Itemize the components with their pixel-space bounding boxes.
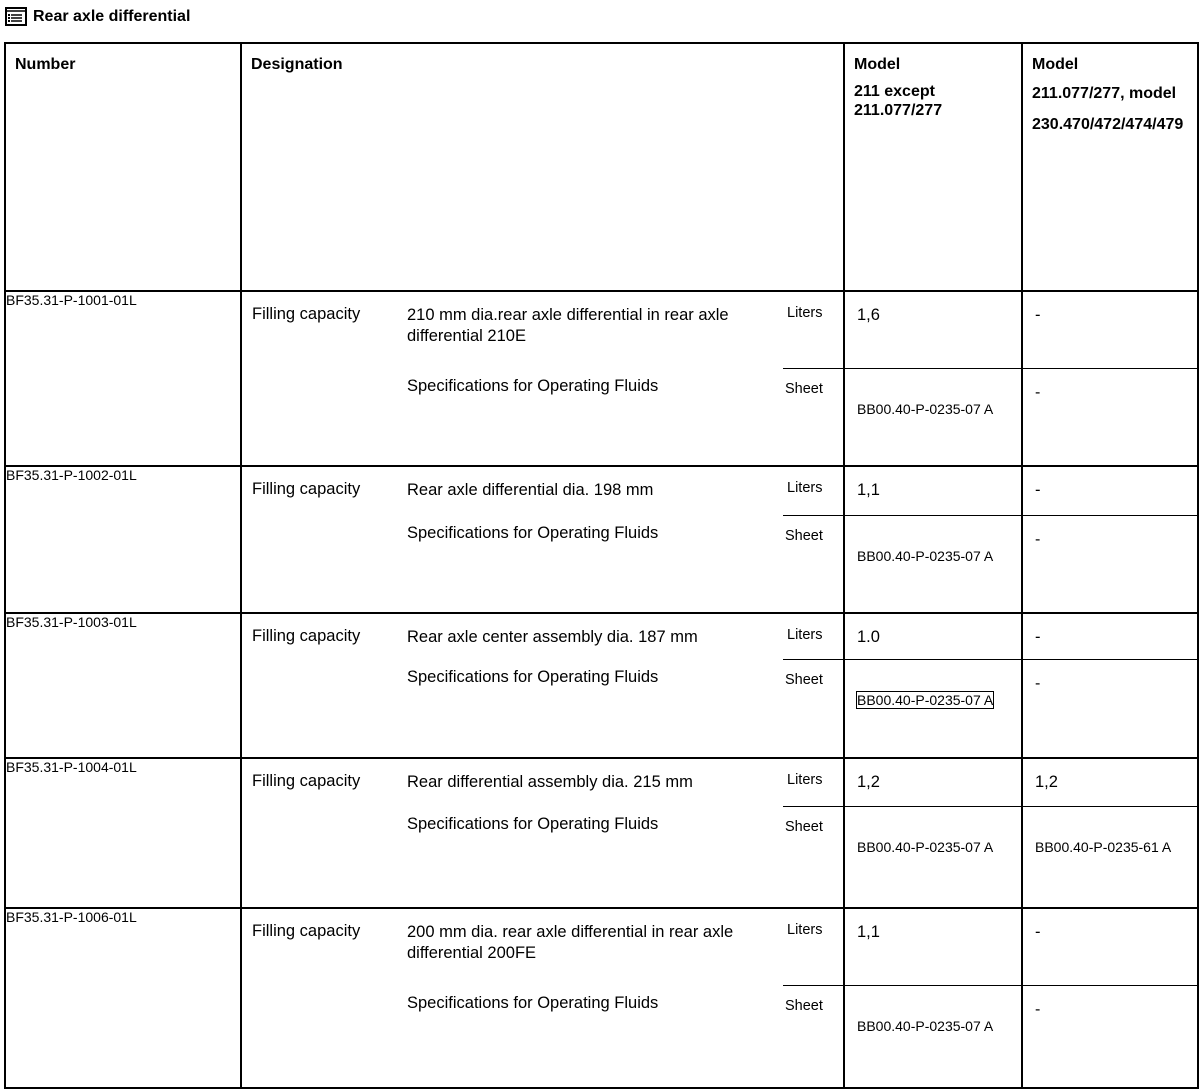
model-2-values: [1022, 758, 1198, 908]
part-number: BF35.31-P-1006-01L: [5, 908, 241, 1088]
model-2-capacity: -: [1023, 467, 1197, 516]
table-header-row: [5, 43, 1198, 291]
unit-liters: Liters: [783, 467, 843, 516]
designation-cell: [241, 613, 844, 758]
model-2-sheet-link[interactable]: -: [1035, 531, 1041, 548]
unit-sheet: Sheet: [785, 672, 823, 688]
description: Rear axle differential dia. 198 mm: [407, 481, 654, 499]
designation-cell: [241, 291, 844, 466]
unit-sheet: Sheet: [785, 381, 823, 397]
header-number: Number: [5, 43, 241, 291]
model-2-values: [1022, 466, 1198, 613]
model-1-sheet-link[interactable]: BB00.40-P-0235-07 A: [857, 839, 994, 855]
part-number: BF35.31-P-1004-01L: [5, 758, 241, 908]
model-2-values: [1022, 613, 1198, 758]
model-1-values: [844, 613, 1022, 758]
model-1-values: [844, 758, 1022, 908]
spec-label: Specifications for Operating Fluids: [407, 668, 659, 686]
description: Rear differential assembly dia. 215 mm: [407, 773, 693, 791]
model-1-capacity: 1,2: [845, 759, 1021, 807]
header-model-2: Model 211.077/277, model 230.470/472/474/479: [1022, 43, 1198, 291]
unit-liters: Liters: [783, 614, 843, 660]
model-2-sheet-link[interactable]: -: [1035, 675, 1041, 692]
description: Rear axle center assembly dia. 187 mm: [407, 628, 698, 646]
unit-sheet: Sheet: [785, 528, 823, 544]
designation-cell: [241, 758, 844, 908]
document-list-icon: [4, 6, 31, 28]
designation-label: Filling capacity: [252, 480, 361, 498]
spec-label: Specifications for Operating Fluids: [407, 377, 659, 395]
part-number: BF35.31-P-1001-01L: [5, 291, 241, 466]
model-1-capacity: 1,6: [845, 292, 1021, 369]
spec-label: Specifications for Operating Fluids: [407, 524, 659, 542]
fluid-capacity-table: [4, 42, 1199, 1089]
unit-sheet: Sheet: [785, 819, 823, 835]
table-row: [5, 291, 1198, 466]
part-number: BF35.31-P-1002-01L: [5, 466, 241, 613]
part-number: BF35.31-P-1003-01L: [5, 613, 241, 758]
model-1-sheet-link[interactable]: BB00.40-P-0235-07 A: [857, 548, 994, 564]
header-model-1: Model 211 except 211.077/277: [844, 43, 1022, 291]
model-1-sheet-link[interactable]: BB00.40-P-0235-07 A: [857, 692, 994, 708]
model-2-sheet-link[interactable]: BB00.40-P-0235-61 A: [1035, 839, 1172, 855]
page-header: [4, 5, 190, 29]
model-1-sheet-link[interactable]: BB00.40-P-0235-07 A: [857, 401, 994, 417]
designation-label: Filling capacity: [252, 772, 361, 790]
model-1-capacity: 1.0: [845, 614, 1021, 660]
model-1-sheet-link[interactable]: BB00.40-P-0235-07 A: [857, 1018, 994, 1034]
table-row: [5, 466, 1198, 613]
model-2-capacity: -: [1023, 909, 1197, 986]
unit-liters: Liters: [783, 292, 843, 369]
header-designation: Designation: [241, 43, 844, 291]
unit-liters: Liters: [783, 909, 843, 986]
page-title: Rear axle differential: [33, 8, 191, 25]
designation-label: Filling capacity: [252, 922, 361, 940]
designation-label: Filling capacity: [252, 627, 361, 645]
designation-label: Filling capacity: [252, 305, 361, 323]
model-1-values: [844, 291, 1022, 466]
model-2-values: [1022, 908, 1198, 1088]
unit-sheet: Sheet: [785, 998, 823, 1014]
table-row: [5, 908, 1198, 1088]
model-2-values: [1022, 291, 1198, 466]
model-1-values: [844, 466, 1022, 613]
unit-liters: Liters: [783, 759, 843, 807]
description: 200 mm dia. rear axle differential in rear axle differential 200FE: [407, 923, 734, 963]
model-1-values: [844, 908, 1022, 1088]
designation-cell: [241, 466, 844, 613]
model-1-capacity: 1,1: [845, 909, 1021, 986]
model-2-capacity: 1,2: [1023, 759, 1197, 807]
model-2-capacity: -: [1023, 614, 1197, 660]
table-row: [5, 613, 1198, 758]
description: 210 mm dia.rear axle differential in rear axle differential 210E: [407, 306, 729, 346]
designation-cell: [241, 908, 844, 1088]
spec-label: Specifications for Operating Fluids: [407, 994, 659, 1012]
spec-label: Specifications for Operating Fluids: [407, 815, 659, 833]
model-2-capacity: -: [1023, 292, 1197, 369]
model-2-sheet-link[interactable]: -: [1035, 384, 1041, 401]
model-2-sheet-link[interactable]: -: [1035, 1001, 1041, 1018]
table-row: [5, 758, 1198, 908]
model-1-capacity: 1,1: [845, 467, 1021, 516]
